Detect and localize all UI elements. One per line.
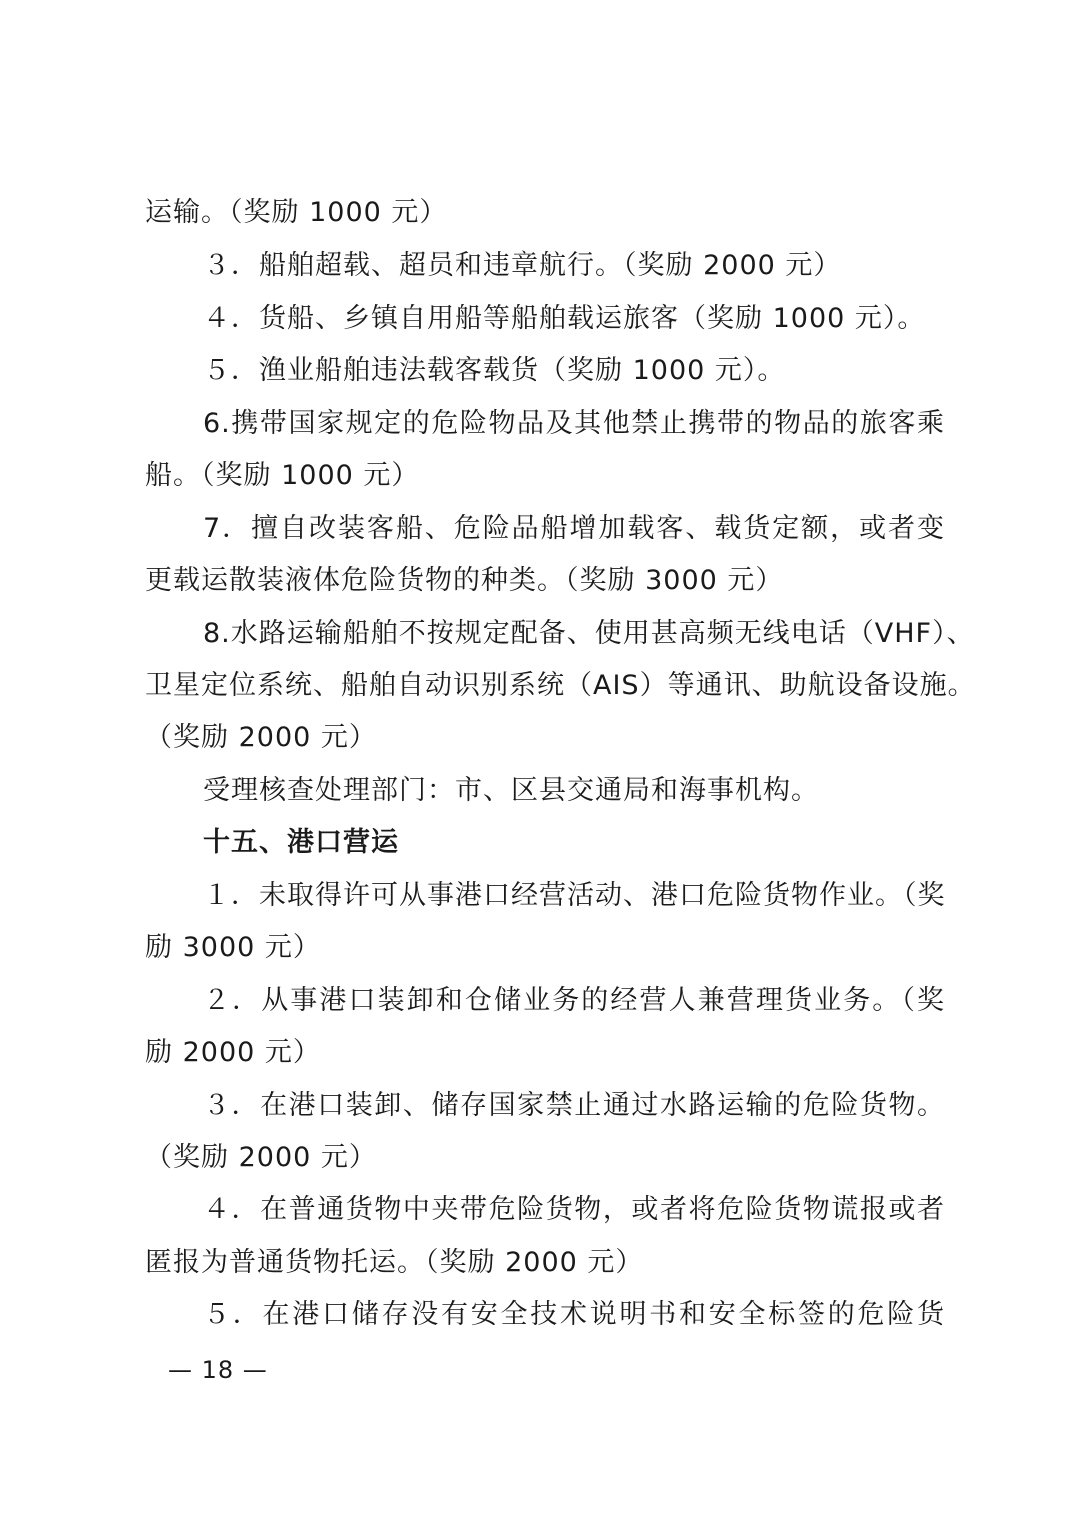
section-heading: 十五、港口营运 <box>203 827 399 858</box>
paragraph-line: ５．在港口储存没有安全技术说明书和安全标签的危险货 <box>203 1299 945 1330</box>
paragraph-line: （奖励 2000 元） <box>145 722 377 753</box>
paragraph-line: ３．在港口装卸、储存国家禁止通过水路运输的危险货物。 <box>203 1090 945 1121</box>
paragraph-line: 运输。（奖励 1000 元） <box>145 197 448 228</box>
paragraph-line: 更载运散装液体危险货物的种类。（奖励 3000 元） <box>145 565 784 596</box>
paragraph-line: １．未取得许可从事港口经营活动、港口危险货物作业。（奖 <box>203 880 946 911</box>
paragraph-line: （奖励 2000 元） <box>145 1142 377 1173</box>
paragraph-line: ４．在普通货物中夹带危险货物，或者将危险货物谎报或者 <box>203 1194 945 1225</box>
paragraph-line: 卫星定位系统、船舶自动识别系统（AIS）等通讯、助航设备设施。 <box>145 670 976 701</box>
paragraph-line: 8.水路运输船舶不按规定配备、使用甚高频无线电话（VHF）、 <box>203 618 975 649</box>
paragraph-line: ２．从事港口装卸和仓储业务的经营人兼营理货业务。（奖 <box>203 985 945 1016</box>
paragraph-line: ４．货船、乡镇自用船等船舶载运旅客（奖励 1000 元）。 <box>203 303 926 334</box>
paragraph-line: ５．渔业船舶违法载客载货（奖励 1000 元）。 <box>203 355 786 386</box>
paragraph-line: 船。（奖励 1000 元） <box>145 460 420 491</box>
page-number: — 18 — <box>168 1356 268 1384</box>
paragraph-line: 励 2000 元） <box>145 1037 321 1068</box>
paragraph-line: 6.携带国家规定的危险物品及其他禁止携带的物品的旅客乘 <box>203 408 945 439</box>
paragraph-line: 匿报为普通货物托运。（奖励 2000 元） <box>145 1247 644 1278</box>
paragraph-line: ３．船舶超载、超员和违章航行。（奖励 2000 元） <box>203 250 842 281</box>
paragraph-line: 受理核查处理部门：市、区县交通局和海事机构。 <box>203 775 819 806</box>
paragraph-line: 励 3000 元） <box>145 932 321 963</box>
paragraph-line: 7．擅自改装客船、危险品船增加载客、载货定额，或者变 <box>203 513 945 544</box>
